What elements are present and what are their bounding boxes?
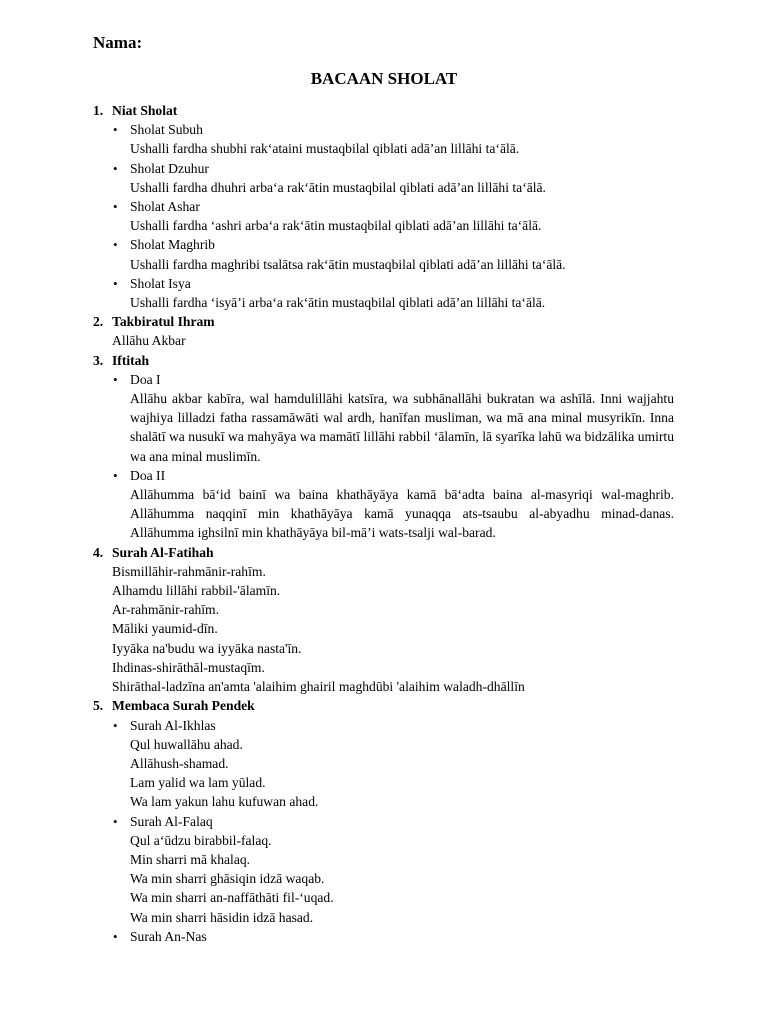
item-label: Surah An-Nas	[130, 928, 207, 944]
bullet-icon: •	[113, 160, 118, 176]
section-number: 2.	[93, 314, 104, 330]
item-text: Ushalli fardha maghribi tsalātsa rakʻātin mustaqbilal qiblati adāʼan lillāhi taʻālā.	[130, 256, 566, 272]
list-item-isya	[112, 274, 674, 312]
item-label: Sholat Ashar	[130, 199, 200, 215]
verse-line: Wa lam yakun lahu kufuwan ahad.	[130, 794, 319, 810]
list-item-al-falaq	[112, 812, 674, 927]
section-text: Allāhu Akbar	[112, 333, 186, 349]
item-text: Allāhumma bāʻid bainī wa baina khathāyāya kamā bāʻadta baina al-masyriqi wal-maghrib. Allāhumma naqqinī min khathāyāya kamā yunaqqa ats-tsaubu al-abyadhu minad-danas. Allāhumma ighsilnī min khathāyāya bil-māʼi wats-tsalji wal-barad.	[130, 487, 674, 541]
list-item-subuh	[112, 120, 674, 158]
bullet-icon: •	[113, 467, 118, 483]
section-surah-pendek	[93, 696, 674, 946]
list-item-dzuhur	[112, 159, 674, 197]
section-number: 1.	[93, 103, 104, 118]
list-item-doa-1	[112, 370, 674, 466]
item-text: Ushalli fardha dhuhri arbaʻa rakʻātin mustaqbilal qiblati adāʼan lillāhi taʻālā.	[130, 179, 546, 195]
verse-line: Wa min sharri hāsidin idzā hasad.	[130, 909, 314, 925]
item-label: Sholat Subuh	[130, 122, 203, 138]
item-text: Allāhu akbar kabīra, wal hamdulillāhi katsīra, wa subhānallāhi bukratan wa ashīlā. Inni wajjahtu wajhiya lilladzi fatha rassamāwāti wal ardh, hanīfan musliman, wa mā ana minal musyrikīn. Inna shalātī wa nusukī wa mahyāya wa mamātī lillāhi rabbil ʻālamīn, lā syarīka lahū wa bidzālika umirtu wa ana minal muslimīn.	[130, 391, 674, 464]
section-heading: Niat Sholat	[112, 103, 178, 118]
verse-line: Alhamdu lillāhi rabbil-'ālamīn.	[112, 583, 281, 599]
verse-line: Lam yalid wa lam yūlad.	[130, 775, 266, 791]
list-item-maghrib	[112, 235, 674, 273]
section-heading: Membaca Surah Pendek	[112, 698, 255, 714]
list-item-ashar	[112, 197, 674, 235]
section-al-fatihah	[93, 543, 674, 697]
section-niat-sholat	[93, 101, 674, 312]
list-item-an-nas	[112, 927, 674, 946]
list-item-al-ikhlas	[112, 716, 674, 812]
bullet-icon: •	[113, 122, 118, 138]
item-text: Ushalli fardha shubhi rakʻataini mustaqbilal qiblati adāʼan lillāhi taʻālā.	[130, 141, 520, 157]
section-iftitah	[93, 351, 674, 543]
document-body	[93, 101, 674, 946]
list-item-doa-2	[112, 466, 674, 543]
section-number: 3.	[93, 352, 104, 368]
item-label: Surah Al-Falaq	[130, 813, 213, 829]
item-text: Ushalli fardha ʻisyāʼi arbaʻa rakʻātin mustaqbilal qiblati adāʼan lillāhi taʻālā.	[130, 295, 546, 311]
bullet-icon: •	[113, 717, 118, 733]
bullet-icon: •	[113, 813, 118, 829]
bullet-icon: •	[113, 928, 118, 944]
verse-line: Wa min sharri an-naffāthāti fil-ʻuqad.	[130, 890, 334, 906]
item-label: Surah Al-Ikhlas	[130, 717, 216, 733]
verse-line: Māliki yaumid-dīn.	[112, 621, 218, 637]
section-heading: Iftitah	[112, 352, 150, 368]
verse-line: Bismillāhir-rahmānir-rahīm.	[112, 563, 266, 579]
name-label: Nama:	[93, 33, 143, 52]
document-title: BACAAN SHOLAT	[310, 69, 458, 88]
item-label: Sholat Isya	[130, 275, 191, 291]
verse-line: Allāhush-shamad.	[130, 755, 229, 771]
item-label: Doa I	[130, 371, 161, 387]
bullet-icon: •	[113, 275, 118, 291]
bullet-icon: •	[113, 199, 118, 215]
item-text: Ushalli fardha ʻashri arbaʻa rakʻātin mustaqbilal qiblati adāʼan lillāhi taʻālā.	[130, 218, 542, 234]
verse-line: Qul huwallāhu ahad.	[130, 736, 243, 752]
verse-line: Qul aʻūdzu birabbil-falaq.	[130, 832, 272, 848]
section-takbiratul-ihram	[93, 312, 674, 350]
verse-line: Wa min sharri ghāsiqin idzā waqab.	[130, 871, 325, 887]
verse-line: Shirāthal-ladzīna an'amta 'alaihim ghairil maghdūbi 'alaihim waladh-dhāllīn	[112, 679, 525, 695]
item-label: Sholat Maghrib	[130, 237, 215, 253]
section-heading: Surah Al-Fatihah	[112, 544, 214, 560]
item-label: Sholat Dzuhur	[130, 160, 209, 176]
section-heading: Takbiratul Ihram	[112, 314, 215, 330]
verse-line: Ar-rahmānir-rahīm.	[112, 602, 220, 618]
section-number: 5.	[93, 698, 104, 714]
verse-line: Ihdinas-shirāthāl-mustaqīm.	[112, 659, 265, 675]
bullet-icon: •	[113, 371, 118, 387]
verse-line: Min sharri mā khalaq.	[130, 851, 251, 867]
verse-line: Iyyāka na'budu wa iyyāka nasta'īn.	[112, 640, 302, 656]
bullet-icon: •	[113, 237, 118, 253]
section-number: 4.	[93, 544, 104, 560]
item-label: Doa II	[130, 467, 166, 483]
